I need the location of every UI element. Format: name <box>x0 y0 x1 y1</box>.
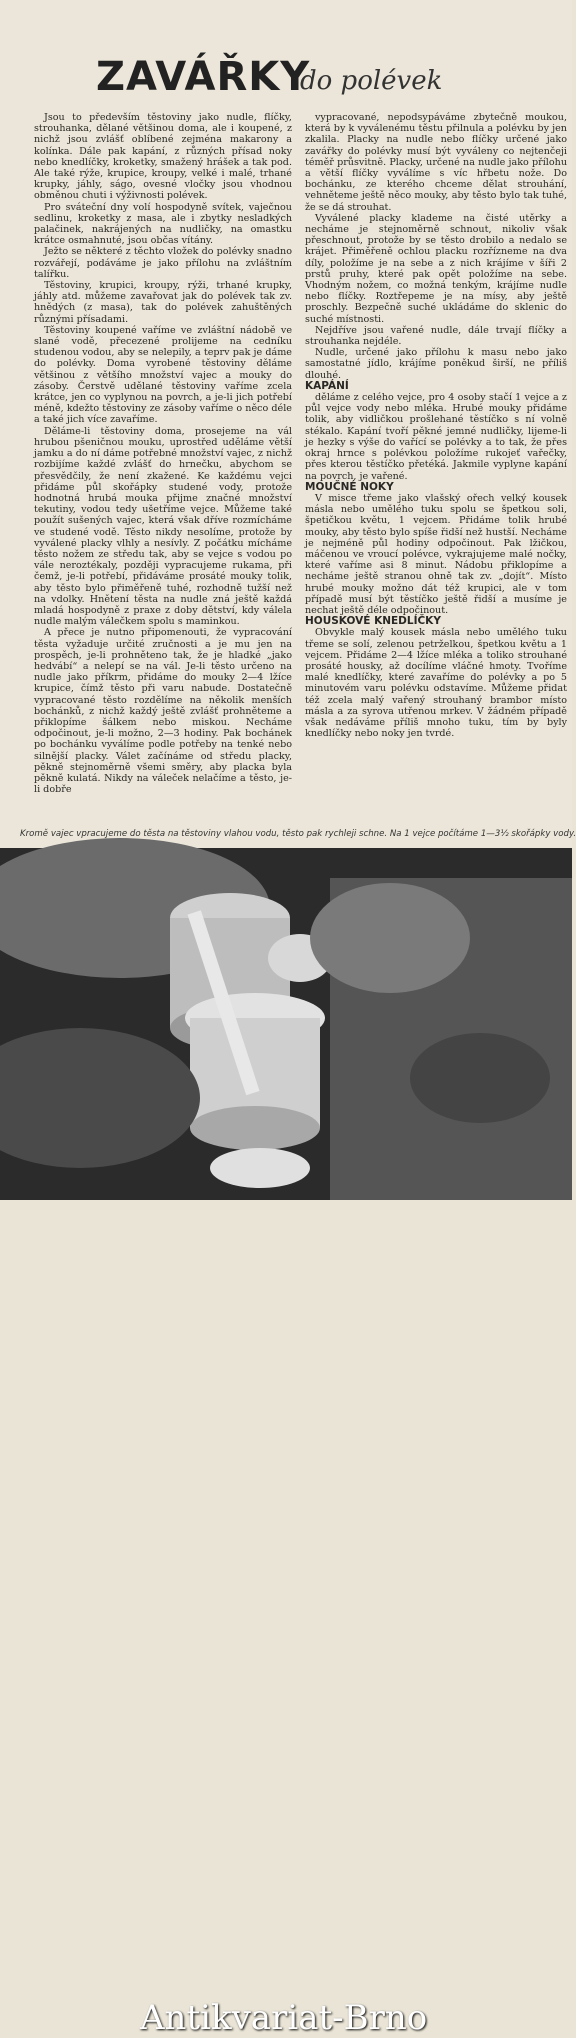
right-text-column <box>305 112 567 739</box>
section-text-moucne-noky: V misce třeme jako vlašský ořech velký kousek másla nebo umělého tuku spolu se špetkou soli, špetičkou květu, 1 vejcem. Přidáme tolik hrubé mouky, aby těsto bylo spíše řidší než hustší. Necháme je nejméně půl hodiny odpočinout. Pak lžičkou, máčenou ve vroucí polévce, vykrajujeme malé nočky, které vaříme asi 8 minut. Nádobu přiklopíme a necháme ještě stranou ohně tak zv. „dojít“. Místo hrubé mouky možno dát též krupici, ale v tom případě musí být těstíčko ještě řidší a musíme je nechat ještě déle odpočinout. <box>305 492 567 616</box>
kitchen-photo <box>0 848 572 2038</box>
left-text-column <box>34 112 292 795</box>
paragraph: Vyválené placky klademe na čisté utěrky a necháme je stejnoměrně schnout, nikoliv však přeschnout, protože by se těsto drobilo a nedalo se krájet. Přiměřeně ochlou placku rozřízneme na dva díly, položíme je na sebe a z nich krájíme v šíři 2 prstů pruhy, které pak opět položíme na sebe. Vhodným nožem, co možná tenkým, krájíme nudle nebo flíčky. Roztřepeme je na mísy, aby ještě proschly. Bezpečně suché ukládáme do sklenic do suché místnosti. <box>305 212 567 325</box>
section-heading-kapani: KAPÁNÍ <box>305 379 349 392</box>
paragraph: Jsou to především těstoviny jako nudle, flíčky, strouhanka, dělané většinou doma, ale i koupené, z nichž jsou zvlášť oblíbené zejména makarony a kolínka. Dále pak kapání, z různých přísad noky nebo knedlíčky, kroketky, smažený hrášek a tak pod. Ale také rýže, krupice, kroupy, velké i malé, trhané krupky, jáhly, ságo, ovesné vločky jsou vhodnou obměnou chuti i výživnosti polévek. <box>34 112 292 202</box>
section-heading-moucne-noky: MOUČNÉ NOKY <box>305 480 394 493</box>
paragraph: Ježto se některé z těchto vložek do polévky snadno rozvářejí, podáváme je jako přílohu na zvláštním talířku. <box>34 246 292 280</box>
page-title: ZAVÁŘKY <box>96 54 311 100</box>
paragraph: Těstoviny koupené vaříme ve zvláštní nádobě ve slané vodě, přecezené prolijeme na cedníku studenou vodou, aby se nelepily, a teprv pak je dáme do polévky. Doma vyrobené těstoviny děláme většinou z většího množství vajec a mouky do zásoby. Čerstvě udělané těstoviny vaříme zcela krátce, jen co vyplynou na povrch, a je-li jich potřebí méně, kdežto těstoviny ze zásoby vaříme o něco déle a také jich více zavaříme. <box>34 324 292 426</box>
section-heading-houskove-knedlicky: HOUSKOVÉ KNEDLÍČKY <box>305 615 441 628</box>
paragraph: Děláme-li těstoviny doma, prosejeme na vál hrubou pšeničnou mouku, uprostřed uděláme větší jamku a do ní dáme potřebné množství vajec, z nichž rozbijíme každé zvlášť do hrnečku, abychom se přesvědčily, že není zkažené. Ke každému vejci přidáme půl skořápky studené vody, protože hodnotná hrubá mouka přijme značné množství tekutiny, vodou tedy ušetříme vejce. Můžeme také použít sušených vajec, která však dříve rozmícháme ve studené vodě. Těsto nikdy nesolíme, protože by vyválené placky vlhly a nesívly. Z počátku mícháme těsto nožem ze středu tak, aby se vejce s vodou po vále neroztékaly, později vypracujeme rukama, při čemž, je-li potřebí, přidáváme prosáté mouky tolik, aby těsto bylo přiměřeně tuhé, rozhodně tužší než na vdolky. Hnětení těsta na nudle zná ještě každá mladá hospodyně z praxe z doby dětství, kdy válela nudle malým válečkem spolu s maminkou. <box>34 425 292 628</box>
section-text-houskove-knedlicky: Obvykle malý kousek másla nebo umělého tuku třeme se solí, zelenou petrželkou, špetkou květu a 1 vejcem. Přidáme 2—4 lžíce mléka a toliko strouhané prosáté housky, až docílíme vláčné hmoty. Tvoříme malé knedlíčky, které zavaříme do polévky a po 5 minutovém varu polévku odstavíme. Můžeme přidat též zcela malý vařený strouhaný brambor místo másla a za syrova utřenou mrkev. V žádném případě však nedáváme příliš mnoho tuku, tím by byly knedlíčky nebo noky jen tvrdé. <box>305 627 567 740</box>
section-text-kapani: děláme z celého vejce, pro 4 osoby stačí 1 vejce a z půl vejce vody nebo mléka. Hrubé mouky přidáme tolik, aby vidličkou prošlehané těstíčko s ní volně stékalo. Kapání tvoří pěkné jemné nudličky, lijeme-li je hezky s výše do vařící se polévky a to tak, že přes okraj hrnce s polévkou položíme rukojeť vařečky, přes kterou těstíčko přetéká. Jakmile vyplyne kapání na povrch, je vařené. <box>305 392 567 482</box>
paragraph: A přece je nutno připomenouti, že vypracování těsta vyžaduje určité zručnosti a je mu jen na prospěch, je-li prohněteno tak, že je hladké „jako hedvábí“ a nelepí se na vál. Je-li těsto určeno na nudle jako příkrm, přidáme do mouky 2—4 lžíce krupice, čímž těsto při varu nabude. Dostatečně vypracované těsto rozdělíme na několik menších bochánků, z nichž každý ještě zvlášť prohněteme a přiklopíme šálkem nebo miskou. Necháme odpočinout, je-li možno, 2—3 hodiny. Pak bochánek po bochánku vyválíme podle potřeby na tenké nebo silnější placky. Válet začínáme od středu placky, pěkně stejnoměrně všemi směry, aby placka byla pěkně kulatá. Nikdy na váleček nelačíme a těsto, je-li dobře <box>34 627 292 796</box>
photo-caption: Kromě vajec vpracujeme do těsta na těstoviny vlahou vodu, těsto pak rychleji schne. Na 1 vejce počítáme 1—3½ skořápky vody. <box>20 829 576 839</box>
page-subtitle: do polévek <box>300 66 443 96</box>
paragraph: Nejdříve jsou vařené nudle, dále trvají flíčky a strouhanka nejdéle. <box>305 324 567 348</box>
photo-illustration <box>0 848 572 1200</box>
paragraph: Těstoviny, krupici, kroupy, rýži, trhané krupky, jáhly atd. můžeme zavařovat jak do polévek tak zv. hnědých (z masa), tak do polévek zahuštěných různými přísadami. <box>34 280 292 325</box>
paragraph: Pro sváteční dny volí hospodyně svítek, vaječnou sedlinu, kroketky z masa, ale i zbytky nesladkých palačinek, nakrájených na nudličky, na omastku krátce osmahnuté, jsou občas vítány. <box>34 201 292 247</box>
paragraph: Nudle, určené jako přílohu k masu nebo jako samostatné jídlo, krájíme poněkud širší, ne příliš dlouhé. <box>305 347 567 381</box>
watermark-text: Antikvariat-Brno <box>140 1998 428 2038</box>
paragraph: vypracované, nepodsypáváme zbytečně moukou, která by k vyválenému těstu přilnula a polévku by jen zkalila. Placky na nudle nebo flíčky určené jako zavářky do polévky musí být vyváleny co nejtenčeji téměř průsvitně. Placky, určené na nudle jako přílohu a větší flíčky vyválíme s víc hřbetu nože. Do bochánku, ze kterého chceme dělat strouhání, vehněteme ještě něco mouky, aby těsto bylo tak tuhé, že se dá strouhat. <box>305 112 567 213</box>
